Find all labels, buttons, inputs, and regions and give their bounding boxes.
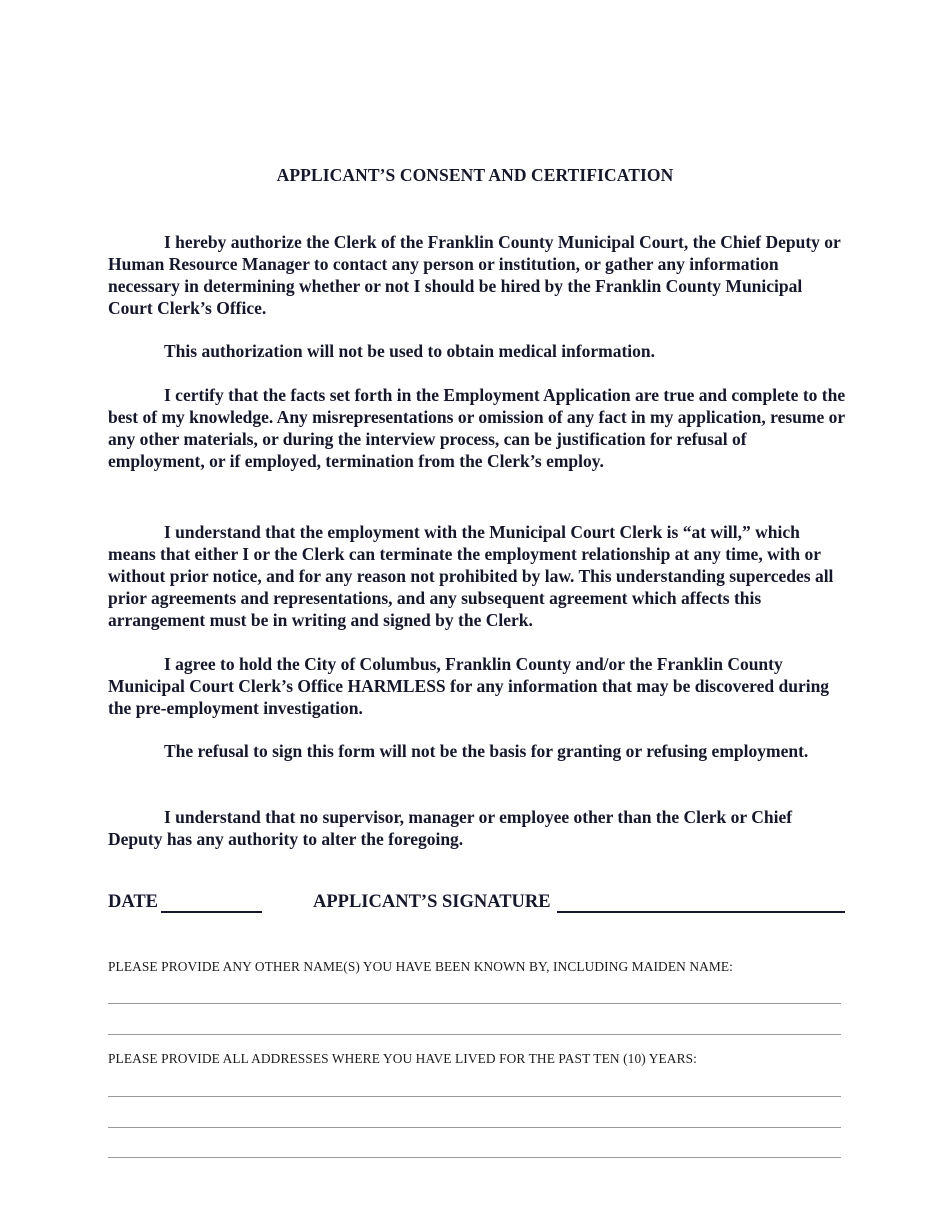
date-label: DATE [108, 892, 159, 912]
addresses-prompt: PLEASE PROVIDE ALL ADDRESSES WHERE YOU HAVE LIVED FOR THE PAST TEN (10) YEARS: [108, 1051, 697, 1066]
signature-field[interactable] [557, 911, 845, 913]
other-name-line-2[interactable] [108, 1034, 841, 1035]
other-names-prompt: PLEASE PROVIDE ANY OTHER NAME(S) YOU HAVE BEEN KNOWN BY, INCLUDING MAIDEN NAME: [108, 959, 733, 974]
date-field[interactable] [161, 911, 262, 913]
other-name-line-1[interactable] [108, 1003, 841, 1004]
paragraph-refusal: The refusal to sign this form will not be the basis for granting or refusing employment. [164, 741, 809, 761]
paragraph-harmless: I agree to hold the City of Columbus, Franklin County and/or the Franklin County Municipal Court Clerk’s Office HARMLESS for any information that may be discovered during the pre-employment investigation. [108, 654, 830, 718]
paragraph-authority: I understand that no supervisor, manager or employee other than the Clerk or Chief Deputy has any authority to alter the foregoing. [108, 807, 793, 849]
paragraph-authorization: I hereby authorize the Clerk of the Franklin County Municipal Court, the Chief Deputy or Human Resource Manager to contact any person or institution, or gather any information necessary in determining whether or not I should be hired by the Franklin County Municipal Court Clerk’s Office. [108, 232, 841, 318]
address-line-3[interactable] [108, 1157, 841, 1158]
address-line-2[interactable] [108, 1127, 841, 1128]
signature-row [108, 892, 848, 916]
paragraph-medical: This authorization will not be used to obtain medical information. [164, 341, 656, 361]
address-line-1[interactable] [108, 1096, 841, 1097]
paragraph-at-will: I understand that the employment with the Municipal Court Clerk is “at will,” which means that either I or the Clerk can terminate the employment relationship at any time, with or without prior notice, and for any reason not prohibited by law. This understanding supercedes all prior agreements and representations, and any subsequent agreement which affects this arrangement must be in writing and signed by the Clerk. [108, 522, 834, 630]
paragraph-certification: I certify that the facts set forth in the Employment Application are true and complete to the best of my knowledge. Any misrepresentations or omission of any fact in my application, resume or any other materials, or during the interview process, can be justification for refusal of employment, or if employed, termination from the Clerk’s employ. [108, 385, 846, 471]
form-title: APPLICANT’S CONSENT AND CERTIFICATION [276, 165, 674, 185]
signature-label: APPLICANT’S SIGNATURE [313, 892, 551, 912]
